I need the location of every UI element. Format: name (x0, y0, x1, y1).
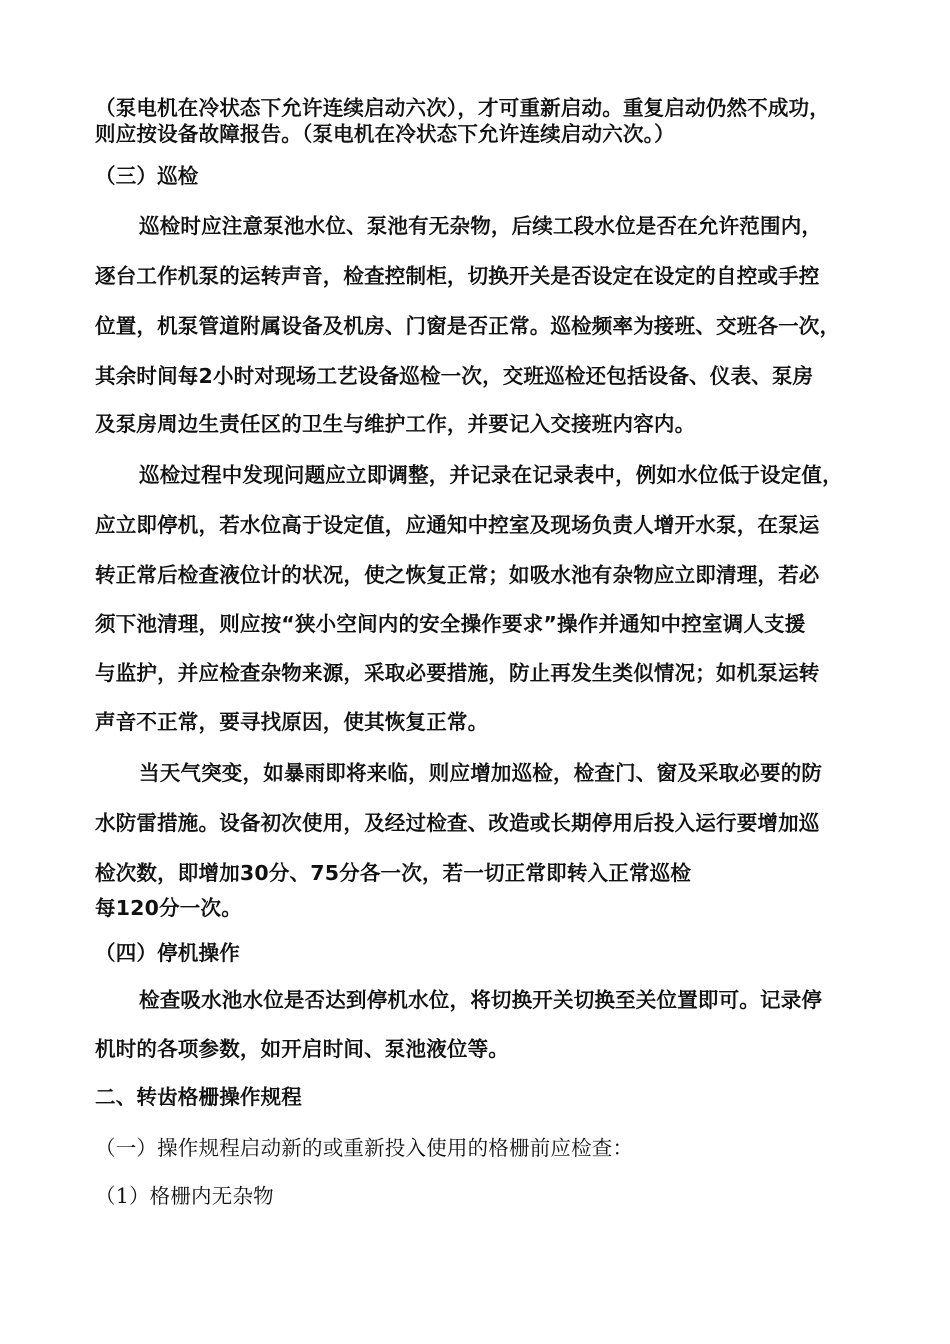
text-line-weather-2: 水防雷措施。设备初次使用，及经过检查、改造或长期停用后投入运行要增加巡 (95, 811, 820, 835)
text-line-1: （泵电机在冷状态下允许连续启动六次），才可重新启动。重复启动仍然不成功， (95, 96, 830, 120)
text-line-patrol-9: 须下池清理，则应按“狭小空间内的安全操作要求”操作并通知中控室调人支援 (95, 612, 806, 636)
text-line-patrol-10: 与监护，并应检查杂物来源，采取必要措施，防止再发生类似情况；如机泵运转 (95, 661, 820, 685)
subsection-heading-grille: （一）操作规程启动新的或重新投入使用的格栅前应检查： (95, 1136, 634, 1160)
text-line-patrol-8: 转正常后检查液位计的状况，使之恢复正常；如吸水池有杂物应立即清理，若必 (95, 563, 820, 587)
text-line-patrol-1: 巡检时应注意泵池水位、泵池有无杂物，后续工段水位是否在允许范围内， (139, 214, 823, 238)
text-line-patrol-6: 巡检过程中发现问题应立即调整，并记录在记录表中，例如水位低于设定值， (139, 463, 843, 487)
text-line-weather-4: 每120分一次。 (95, 896, 242, 920)
list-item-1: （1）格栅内无杂物 (95, 1184, 274, 1208)
text-line-weather-1: 当天气突变，如暴雨即将来临，则应增加巡检，检查门、窗及采取必要的防 (139, 761, 823, 785)
text-line-shutdown-1: 检查吸水池水位是否达到停机水位，将切换开关切换至关位置即可。记录停 (139, 988, 823, 1012)
text-line-patrol-7: 应立即停机，若水位高于设定值，应通知中控室及现场负责人增开水泵，在泵运 (95, 513, 820, 537)
text-line-patrol-5: 及泵房周边生责任区的卫生与维护工作，并要记入交接班内容内。 (95, 412, 696, 436)
text-line-patrol-11: 声音不正常，要寻找原因，使其恢复正常。 (95, 710, 489, 734)
section-heading-shutdown: （四）停机操作 (95, 941, 240, 965)
text-line-shutdown-2: 机时的各项参数，如开启时间、泵池液位等。 (95, 1037, 509, 1061)
text-line-patrol-4: 其余时间每2小时对现场工艺设备巡检一次，交班巡检还包括设备、仪表、泵房 (95, 364, 814, 388)
chapter-heading-grille: 二、转齿格栅操作规程 (95, 1085, 302, 1109)
text-line-patrol-3: 位置，机泵管道附属设备及机房、门窗是否正常。巡检频率为接班、交班各一次， (95, 314, 841, 338)
text-line-weather-3: 检次数，即增加30分、75分各一次，若一切正常即转入正常巡检 (95, 861, 692, 885)
text-line-patrol-2: 逐台工作机泵的运转声音，检查控制柜，切换开关是否设定在设定的自控或手控 (95, 264, 820, 288)
section-heading-patrol: （三）巡检 (95, 164, 199, 188)
text-line-2: 则应按设备故障报告。（泵电机在冷状态下允许连续启动六次。） (95, 122, 675, 146)
